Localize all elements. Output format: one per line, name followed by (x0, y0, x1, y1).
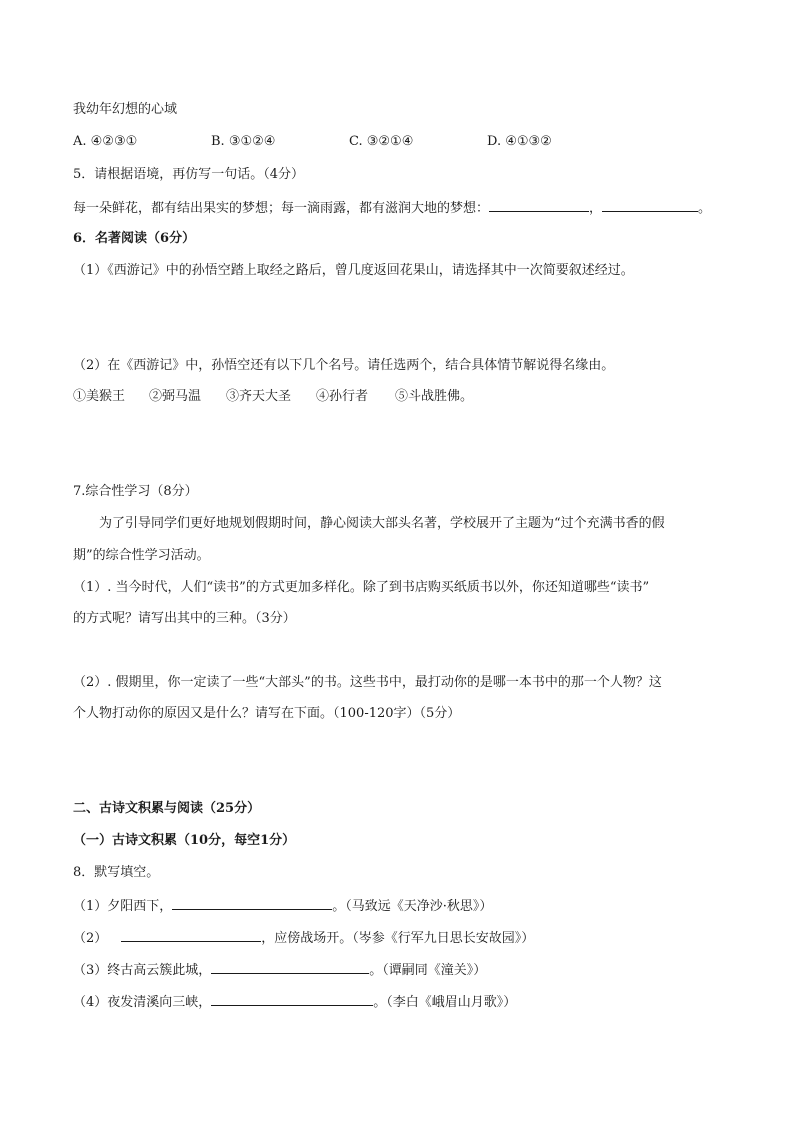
q5-blank-1[interactable] (489, 197, 589, 212)
q8-title: 8．默写填空。 (73, 865, 160, 880)
q4-option-d: D. ④①③② (487, 134, 552, 149)
q5-sentence: 每一朵鲜花，都有结出果实的梦想；每一滴雨露，都有滋润大地的梦想： (73, 201, 490, 216)
q7-intro-line-2: 期”的综合性学习活动。 (73, 548, 210, 563)
q7-part-2-line-2: 个人物打动你的原因又是什么？请写在下面。（100-120字）（5分） (73, 706, 461, 721)
q5-title: 5．请根据语境，再仿写一句话。（4分） (73, 167, 305, 182)
q8-item-2-blank[interactable] (121, 927, 261, 942)
q8-item-1-post: 。（马致远《天净沙·秋思》） (332, 899, 493, 914)
q6-title: 6．名著阅读（6分） (73, 231, 196, 246)
q8-item-4-pre: （4）夜发清溪向三峡， (73, 995, 212, 1010)
q6-part-1: （1）《西游记》中的孙悟空踏上取经之路后，曾几度返回花果山，请选择其中一次简要叙述经过。 (73, 263, 634, 278)
q8-item-4 (73, 991, 516, 1013)
q7-intro-line-1: 为了引导同学们更好地规划假期时间，静心阅读大部头名著，学校展开了主题为“过个充满书香的假 (99, 516, 665, 531)
section-2-title: 二、古诗文积累与阅读（25分） (73, 801, 261, 816)
q8-item-3-blank[interactable] (211, 959, 369, 974)
q6-name-2: ②弼马温 (149, 389, 202, 404)
q8-item-3-pre: （3）终古高云簇此城， (73, 963, 212, 978)
q8-item-3-post: 。（谭嗣同《潼关》） (369, 963, 487, 978)
q6-name-4: ④孙行者 (316, 389, 369, 404)
q6-part-2: （2）在《西游记》中，孙悟空还有以下几个名号。请任选两个，结合具体情节解说得名缘由。 (73, 358, 615, 373)
q7-title: 7.综合性学习（8分） (73, 484, 198, 499)
q6-name-5: ⑤斗战胜佛。 (395, 389, 474, 404)
q8-item-2-post: ，应傍战场开。（岑参《行军九日思长安故园》） (261, 931, 535, 946)
q8-item-1 (73, 895, 492, 917)
q4-tail-line: 我幼年幻想的心域 (73, 102, 178, 117)
q8-item-4-post: 。（李白《峨眉山月歌》） (373, 995, 517, 1010)
q7-part-1-line-1: （1）. 当今时代，人们“读书”的方式更加多样化。除了到书店购买纸质书以外，你还知道哪些“读书” (73, 580, 650, 595)
q4-option-a: A. ④②③① (73, 134, 138, 149)
q6-name-1: ①美猴王 (73, 389, 126, 404)
q8-item-2 (73, 927, 534, 949)
q8-item-1-blank[interactable] (172, 895, 332, 910)
q7-part-2-line-1: （2）. 假期里，你一定读了一些“大部头”的书。这些书中，最打动你的是哪一本书中的那一个人物？这 (73, 675, 662, 690)
q7-part-1-line-2: 的方式呢？请写出其中的三种。（3分） (73, 611, 296, 626)
q8-item-3 (73, 959, 486, 981)
q5-separator: ， (589, 201, 603, 216)
q5-sentence-line (73, 197, 711, 219)
q4-option-b: B. ③①②④ (211, 134, 276, 149)
q8-item-1-pre: （1）夕阳西下， (73, 899, 173, 914)
section-2-sub-title: （一）古诗文积累（10分，每空1分） (73, 833, 296, 848)
q4-option-c: C. ③②①④ (349, 134, 414, 149)
q8-item-2-pre: （2） (73, 931, 108, 946)
q6-name-3: ③齐天大圣 (226, 389, 292, 404)
q5-blank-2[interactable] (602, 197, 698, 212)
q5-end: 。 (698, 201, 712, 216)
q8-item-4-blank[interactable] (211, 991, 373, 1006)
